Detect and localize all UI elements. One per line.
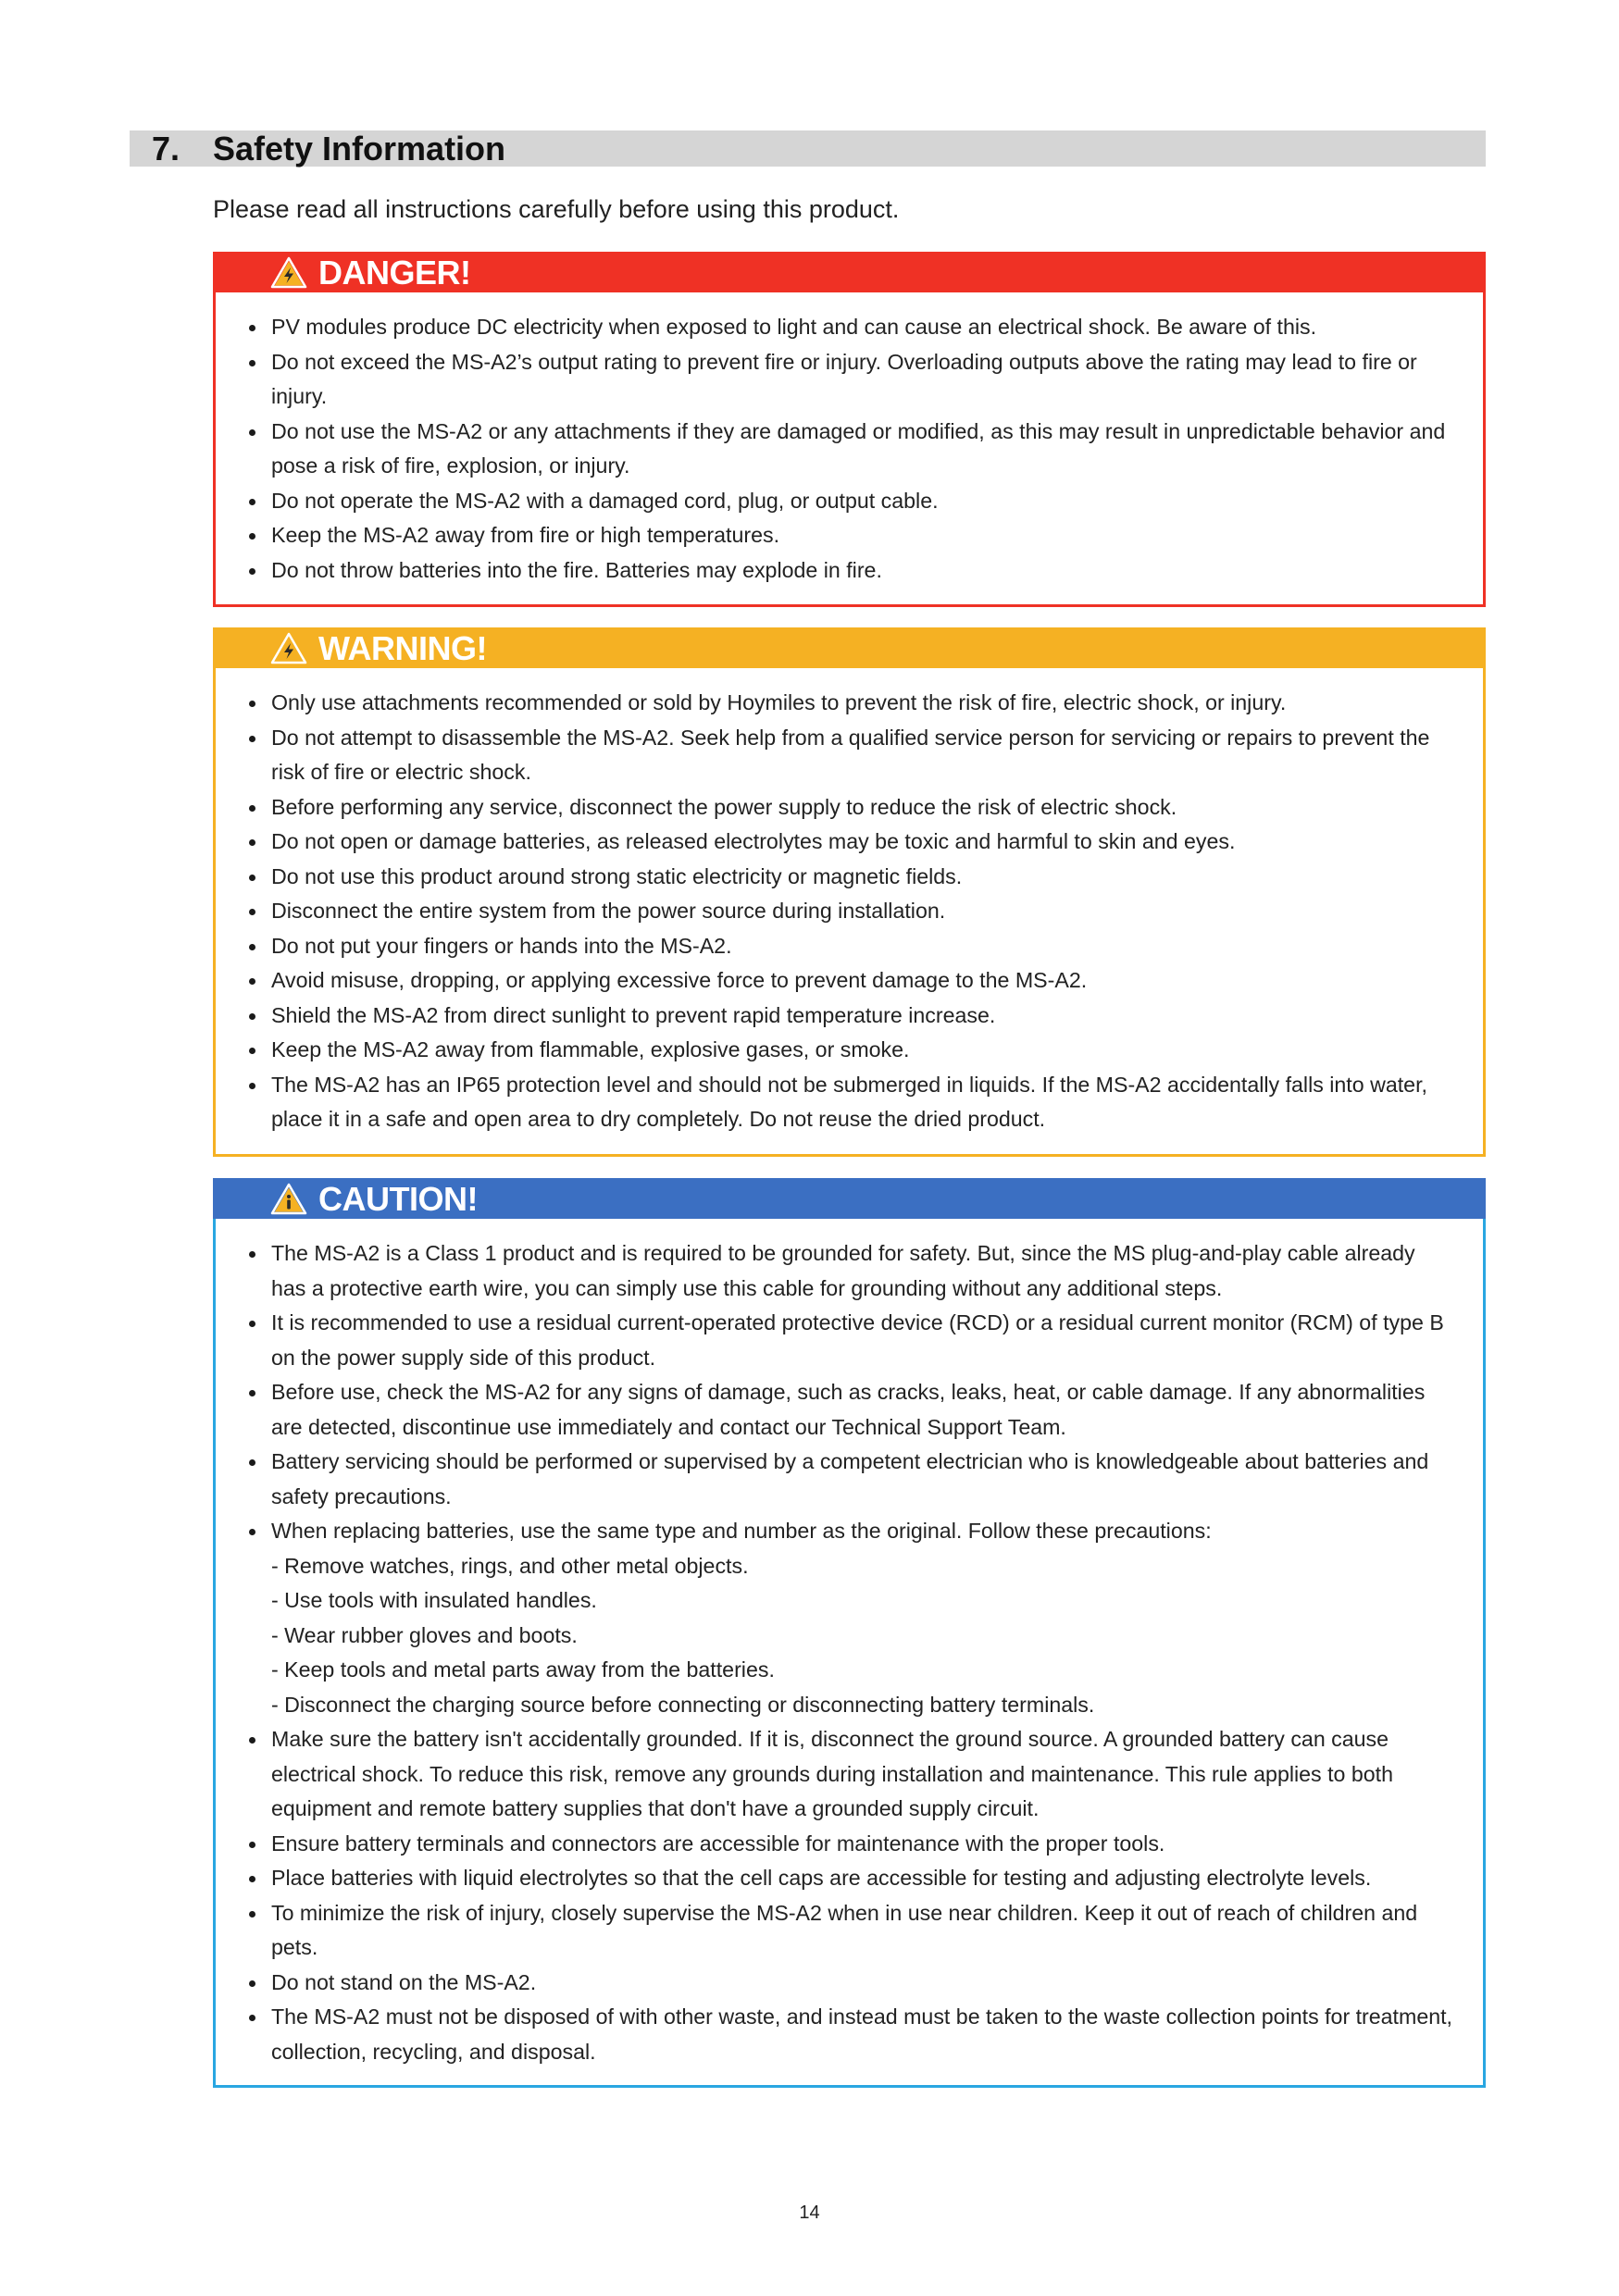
caution-list	[216, 1219, 1483, 2069]
list-item: Only use attachments recommended or sold by Hoymiles to prevent the risk of fire, electric shock, or injury.	[271, 686, 1464, 721]
list-item	[271, 1827, 1464, 1862]
list-item: Do not open or damage batteries, as released electrolytes may be toxic and harmful to skin and eyes.	[271, 825, 1464, 860]
danger-header	[213, 252, 1486, 292]
intro-text: Please read all instructions carefully before using this product.	[213, 195, 900, 223]
section-title: Safety Information	[213, 130, 506, 168]
list-item	[271, 1514, 1464, 1722]
list-item: PV modules produce DC electricity when exposed to light and can cause an electrical shock. Be aware of this.	[271, 310, 1464, 345]
list-item-text: To minimize the risk of injury, closely supervise the MS-A2 when in use near children. Keep it out of reach of children and pets.	[271, 1900, 1418, 1959]
sub-item: - Remove watches, rings, and other metal objects.	[271, 1553, 749, 1578]
caution-box	[213, 1178, 1486, 2088]
list-item	[271, 1236, 1464, 1306]
list-item: Avoid misuse, dropping, or applying excessive force to prevent damage to the MS-A2.	[271, 963, 1464, 999]
list-item: Do not exceed the MS-A2’s output rating to prevent fire or injury. Overloading outputs above the rating may lead to fire or injury.	[271, 345, 1464, 415]
list-item	[271, 1445, 1464, 1514]
list-item-text: It is recommended to use a residual current-operated protective device (RCD) or a residual current monitor (RCM) of type B on the power supply side of this product.	[271, 1310, 1444, 1370]
list-item: Keep the MS-A2 away from fire or high temperatures.	[271, 518, 1464, 553]
page-number: 14	[799, 2203, 820, 2223]
list-item: Disconnect the entire system from the power source during installation.	[271, 894, 1464, 929]
caution-title: CAUTION!	[318, 1180, 478, 1218]
caution-header	[213, 1178, 1486, 1219]
list-item-text: Do not stand on the MS-A2.	[271, 1969, 537, 1994]
warning-list	[216, 668, 1483, 1137]
section-header	[130, 130, 1486, 167]
danger-list	[216, 292, 1483, 588]
sub-item: - Use tools with insulated handles.	[271, 1588, 597, 1612]
list-item-text: The MS-A2 must not be disposed of with other waste, and instead must be taken to the waste collection points for treatment, collection, recycling, and disposal.	[271, 2004, 1452, 2064]
list-item: Before performing any service, disconnect the power supply to reduce the risk of electric shock.	[271, 790, 1464, 825]
list-item: Do not use the MS-A2 or any attachments if they are damaged or modified, as this may result in unpredictable behavior and pose a risk of fire, explosion, or injury.	[271, 415, 1464, 484]
list-item: The MS-A2 has an IP65 protection level and should not be submerged in liquids. If the MS-A2 accidentally falls into water, place it in a safe and open area to dry completely. Do not reuse the dried product.	[271, 1068, 1464, 1137]
danger-box	[213, 252, 1486, 607]
list-item-text: Before use, check the MS-A2 for any signs of damage, such as cracks, leaks, heat, or cable damage. If any abnormalities are detected, discontinue use immediately and contact our Technical Support Team.	[271, 1380, 1426, 1439]
list-item	[271, 1722, 1464, 1827]
list-item: Do not throw batteries into the fire. Batteries may explode in fire.	[271, 553, 1464, 589]
list-item-text: Make sure the battery isn't accidentally grounded. If it is, disconnect the ground source. A grounded battery can cause electrical shock. To reduce this risk, remove any grounds during installation and maintenance. This rule applies to both equipment and remote battery supplies that don't have a grounded supply circuit.	[271, 1727, 1393, 1820]
list-item: Do not use this product around strong static electricity or magnetic fields.	[271, 860, 1464, 895]
list-item: Do not put your fingers or hands into the MS-A2.	[271, 929, 1464, 964]
list-item-text: When replacing batteries, use the same type and number as the original. Follow these precautions:	[271, 1519, 1212, 1543]
list-item-text: The MS-A2 is a Class 1 product and is required to be grounded for safety. But, since the MS plug-and-play cable already has a protective earth wire, you can simply use this cable for grounding without any additional steps.	[271, 1241, 1415, 1300]
list-item	[271, 1966, 1464, 2001]
list-item	[271, 1375, 1464, 1445]
list-item: Do not operate the MS-A2 with a damaged cord, plug, or output cable.	[271, 484, 1464, 519]
list-item-text: Ensure battery terminals and connectors are accessible for maintenance with the proper tools.	[271, 1831, 1165, 1855]
sub-item: - Wear rubber gloves and boots.	[271, 1622, 578, 1647]
sub-item: - Disconnect the charging source before connecting or disconnecting battery terminals.	[271, 1692, 1095, 1717]
warning-box	[213, 627, 1486, 1157]
danger-title: DANGER!	[318, 254, 471, 292]
list-item	[271, 1306, 1464, 1375]
warning-triangle-info-icon	[270, 1183, 307, 1216]
list-item-text: Battery servicing should be performed or supervised by a competent electrician who is knowledgeable about batteries and safety precautions.	[271, 1449, 1429, 1508]
sub-item: - Keep tools and metal parts away from the batteries.	[271, 1657, 775, 1682]
warning-triangle-bolt-icon	[270, 632, 307, 665]
list-item	[271, 2000, 1464, 2069]
warning-triangle-bolt-icon	[270, 256, 307, 290]
list-item: Do not attempt to disassemble the MS-A2. Seek help from a qualified service person for servicing or repairs to prevent the risk of fire or electric shock.	[271, 721, 1464, 790]
list-item	[271, 1861, 1464, 1896]
list-item	[271, 1896, 1464, 1966]
list-item-text: Place batteries with liquid electrolytes so that the cell caps are accessible for testing and adjusting electrolyte levels.	[271, 1866, 1372, 1890]
section-number: 7.	[152, 130, 181, 168]
warning-title: WARNING!	[318, 629, 487, 667]
list-item: Shield the MS-A2 from direct sunlight to prevent rapid temperature increase.	[271, 999, 1464, 1034]
warning-header	[213, 627, 1486, 668]
list-item: Keep the MS-A2 away from flammable, explosive gases, or smoke.	[271, 1033, 1464, 1068]
